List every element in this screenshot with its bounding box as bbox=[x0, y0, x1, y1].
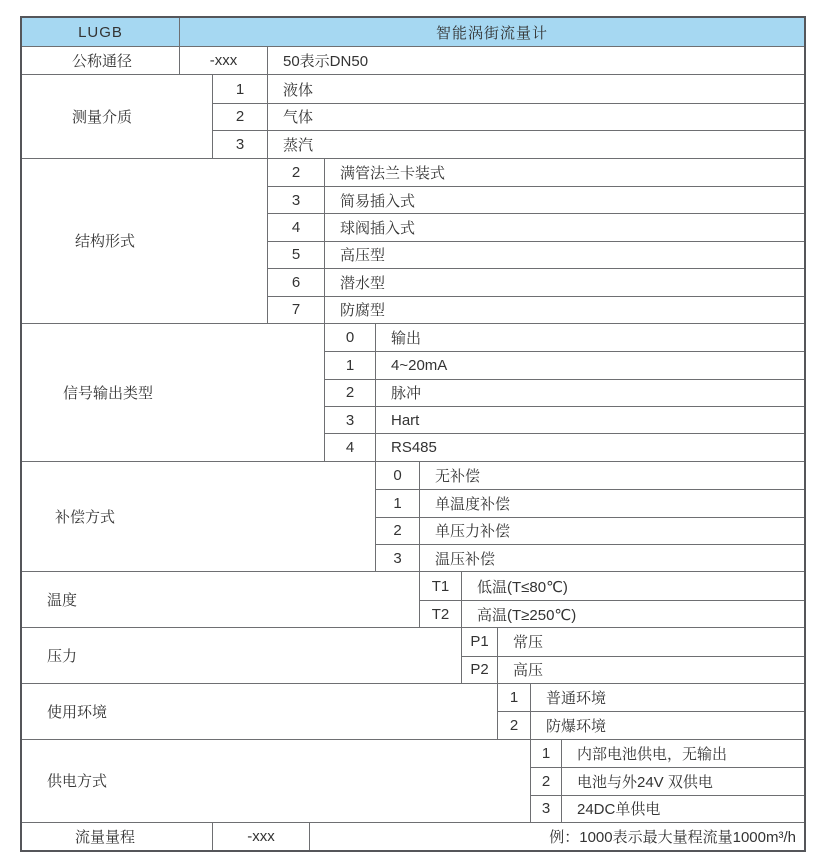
description-cell: 蒸汽 bbox=[283, 136, 314, 154]
section-3 bbox=[22, 323, 804, 461]
description-cell: 球阀插入式 bbox=[340, 220, 416, 238]
description-cell: 常压 bbox=[513, 634, 544, 652]
section-0 bbox=[22, 46, 804, 74]
table-row bbox=[462, 656, 804, 683]
table-row bbox=[268, 159, 804, 186]
code-cell: 1 bbox=[498, 684, 531, 711]
table-row bbox=[325, 379, 804, 406]
code-cell: 3 bbox=[325, 407, 376, 433]
description-cell: 气体 bbox=[283, 109, 314, 127]
code-cell: 2 bbox=[268, 159, 325, 186]
code-cell: P1 bbox=[462, 628, 498, 655]
table-row bbox=[268, 296, 804, 323]
section-rows bbox=[376, 462, 804, 572]
section-rows bbox=[213, 75, 804, 157]
table-row bbox=[213, 130, 804, 157]
table-row bbox=[376, 544, 804, 571]
section-9 bbox=[22, 822, 804, 850]
description-cell: 例：1000表示最大量程流量1000m³/h bbox=[549, 829, 796, 847]
description-cell: 输出 bbox=[391, 330, 422, 348]
code-cell: 2 bbox=[498, 712, 531, 738]
description-cell: 高压型 bbox=[340, 247, 386, 265]
code-cell: T1 bbox=[420, 572, 462, 599]
code-cell: 3 bbox=[531, 796, 562, 822]
table-row bbox=[268, 268, 804, 295]
code-cell: 3 bbox=[268, 187, 325, 213]
table-row bbox=[213, 823, 804, 850]
code-cell: 2 bbox=[376, 518, 420, 544]
description-cell: 普通环境 bbox=[546, 690, 607, 708]
code-cell: 2 bbox=[325, 380, 376, 406]
section-rows bbox=[420, 572, 804, 627]
table-row bbox=[420, 600, 804, 627]
table-header-row bbox=[22, 18, 804, 46]
code-cell: -xxx bbox=[213, 823, 310, 850]
code-cell: 4 bbox=[268, 214, 325, 240]
description-cell: 满管法兰卡装式 bbox=[340, 164, 446, 182]
section-rows bbox=[462, 628, 804, 683]
table-row bbox=[180, 47, 804, 74]
table-row bbox=[268, 241, 804, 268]
table-row bbox=[213, 75, 804, 102]
section-rows bbox=[498, 684, 804, 739]
product-name-cell: 智能涡街流量计 bbox=[435, 24, 548, 42]
table-row bbox=[213, 103, 804, 130]
table-row bbox=[325, 406, 804, 433]
section-rows bbox=[268, 159, 804, 323]
code-cell: 3 bbox=[376, 545, 420, 571]
table-row bbox=[420, 572, 804, 599]
section-2 bbox=[22, 158, 804, 323]
code-cell: 5 bbox=[268, 242, 325, 268]
description-cell: 防腐型 bbox=[340, 302, 386, 320]
description-cell: 50表示DN50 bbox=[283, 53, 369, 71]
section-label: 使用环境 bbox=[22, 684, 498, 739]
section-4 bbox=[22, 461, 804, 572]
description-cell: 24DC单供电 bbox=[577, 801, 661, 819]
description-cell: 防爆环境 bbox=[546, 718, 607, 736]
code-cell: -xxx bbox=[180, 47, 268, 74]
model-selection-table bbox=[20, 16, 806, 852]
code-cell: 2 bbox=[531, 768, 562, 794]
description-cell: 无补偿 bbox=[435, 468, 481, 486]
table-row bbox=[268, 213, 804, 240]
description-cell: 潜水型 bbox=[340, 274, 386, 292]
code-cell: 1 bbox=[325, 352, 376, 378]
section-label: 温度 bbox=[22, 572, 420, 627]
description-cell: 高压 bbox=[513, 662, 544, 680]
code-cell: 0 bbox=[325, 324, 376, 351]
table-row bbox=[376, 489, 804, 516]
description-cell: 单温度补偿 bbox=[435, 495, 511, 513]
table-sections bbox=[22, 46, 804, 850]
table-row bbox=[531, 767, 804, 794]
description-cell: 温压补偿 bbox=[435, 550, 496, 568]
table-row bbox=[498, 684, 804, 711]
code-cell: 1 bbox=[376, 490, 420, 516]
description-cell: 低温(T≤80℃) bbox=[477, 578, 568, 596]
section-label: 信号输出类型 bbox=[22, 324, 325, 461]
table-row bbox=[325, 351, 804, 378]
code-cell: 1 bbox=[531, 740, 562, 767]
code-cell: P2 bbox=[462, 657, 498, 683]
table-row bbox=[325, 433, 804, 460]
code-cell: 2 bbox=[213, 104, 268, 130]
section-label: 测量介质 bbox=[22, 75, 213, 157]
code-cell: 1 bbox=[213, 75, 268, 102]
section-rows bbox=[325, 324, 804, 461]
code-cell: 6 bbox=[268, 269, 325, 295]
section-rows bbox=[531, 740, 804, 822]
description-cell: 简易插入式 bbox=[340, 192, 416, 210]
section-5 bbox=[22, 571, 804, 627]
description-cell: 液体 bbox=[283, 81, 314, 99]
description-cell: 高温(T≥250℃) bbox=[477, 606, 577, 624]
description-cell: 单压力补偿 bbox=[435, 523, 511, 541]
description-cell: Hart bbox=[391, 411, 420, 429]
section-6 bbox=[22, 627, 804, 683]
code-cell: 3 bbox=[213, 131, 268, 157]
table-row bbox=[376, 462, 804, 489]
description-cell: 4~20mA bbox=[391, 356, 448, 374]
code-cell: 4 bbox=[325, 434, 376, 460]
code-cell: 0 bbox=[376, 462, 420, 489]
section-label: 补偿方式 bbox=[22, 462, 376, 572]
table-row bbox=[531, 795, 804, 822]
section-label: 供电方式 bbox=[22, 740, 531, 822]
table-row bbox=[268, 186, 804, 213]
table-row bbox=[325, 324, 804, 351]
section-label: 公称通径 bbox=[22, 47, 180, 74]
section-rows bbox=[180, 47, 804, 74]
table-row bbox=[531, 740, 804, 767]
model-code-cell: LUGB bbox=[22, 18, 180, 46]
code-cell: T2 bbox=[420, 601, 462, 627]
section-label: 结构形式 bbox=[22, 159, 268, 323]
section-7 bbox=[22, 683, 804, 739]
section-8 bbox=[22, 739, 804, 822]
description-cell: 脉冲 bbox=[391, 385, 422, 403]
table-row bbox=[376, 517, 804, 544]
description-cell: RS485 bbox=[391, 439, 437, 457]
description-cell: 内部电池供电，无输出 bbox=[577, 745, 728, 763]
table-row bbox=[498, 711, 804, 738]
table-row bbox=[462, 628, 804, 655]
section-1 bbox=[22, 74, 804, 157]
section-rows bbox=[213, 823, 804, 850]
description-cell: 电池与外24V 双供电 bbox=[577, 773, 713, 791]
section-label: 流量量程 bbox=[22, 823, 213, 850]
code-cell: 7 bbox=[268, 297, 325, 323]
section-label: 压力 bbox=[22, 628, 462, 683]
